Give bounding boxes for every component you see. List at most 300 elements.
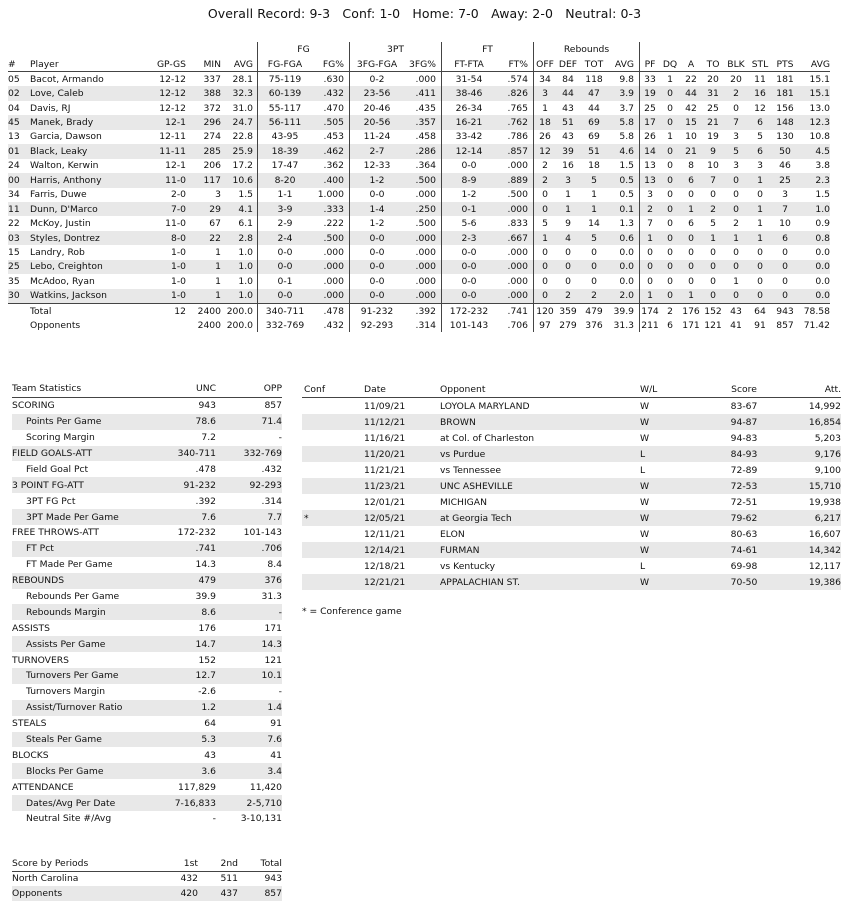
cell-ft-pct: .765 — [507, 102, 528, 114]
player-row — [8, 86, 830, 100]
cell-assists: 10 — [685, 131, 697, 143]
cell-tot-reb: 69 — [580, 115, 608, 129]
header-min: MIN — [186, 57, 221, 72]
team-stat-row — [12, 779, 282, 795]
cell-assists: 0 — [680, 231, 702, 245]
cell-jersey: 35 — [8, 275, 20, 287]
header-pts-avg: AVG — [798, 57, 830, 72]
game-conf — [302, 398, 364, 415]
team-stat-opp: .432 — [261, 463, 282, 475]
game-conf — [302, 574, 364, 590]
cell-ft-pct: .833 — [507, 218, 528, 230]
cell-pf: 3 — [640, 188, 661, 202]
header-jersey: # — [8, 57, 30, 72]
cell-blocks: 0 — [724, 289, 748, 304]
team-stat-label: STEALS — [12, 718, 47, 730]
cell-3fg-fga: 0-0 — [350, 260, 405, 274]
team-stat-label: SCORING — [12, 400, 55, 412]
cell-blocks: 20 — [730, 73, 742, 85]
cell-blocks: 3 — [733, 131, 739, 143]
game-attendance: 9,100 — [814, 464, 841, 476]
cell-steals: 0 — [748, 289, 772, 304]
cell-points: 46 — [779, 160, 791, 172]
cell-off-reb: 12 — [534, 144, 557, 158]
cell-pf: 0 — [640, 245, 661, 259]
total-turnovers: 121 — [704, 319, 722, 331]
team-stat-opp: 10.1 — [216, 668, 282, 684]
game-opponent: at Georgia Tech — [440, 510, 640, 526]
cell-player: Harris, Anthony — [30, 173, 146, 187]
team-stat-row — [12, 620, 282, 636]
game-opponent: FURMAN — [440, 542, 640, 558]
cell-min: 1 — [186, 289, 221, 304]
period-row — [12, 871, 282, 886]
cell-def-reb: 16 — [562, 160, 574, 172]
cell-def-reb: 9 — [565, 218, 571, 230]
cell-min-avg: 1.0 — [238, 275, 253, 287]
game-result: L — [640, 560, 646, 572]
cell-steals: 1 — [757, 218, 763, 230]
cell-points: 6 — [772, 231, 798, 245]
cell-reb-avg: 5.8 — [619, 131, 634, 143]
cell-turnovers: 31 — [702, 86, 724, 100]
cell-turnovers: 9 — [702, 144, 724, 158]
team-stat-unc: 3.6 — [148, 763, 216, 779]
game-date: 12/18/21 — [364, 560, 406, 572]
cell-points: 181 — [772, 86, 798, 100]
team-stat-opp: 121 — [264, 654, 282, 666]
game-row — [302, 494, 841, 510]
cell-turnovers: 21 — [702, 115, 724, 129]
team-stat-row — [12, 397, 282, 413]
cell-fg-pct: .470 — [323, 102, 344, 114]
game-attendance: 14,992 — [808, 400, 841, 412]
cell-pts-avg: 3.8 — [815, 160, 830, 172]
game-opponent: vs Tennessee — [440, 464, 502, 476]
team-stat-unc: 479 — [148, 573, 216, 589]
game-score: 74-61 — [684, 542, 804, 558]
player-row — [8, 159, 830, 173]
cell-steals: 0 — [757, 275, 763, 287]
cell-gp-gs: 12-1 — [146, 115, 186, 129]
record-summary — [0, 6, 849, 21]
cell-min-avg: 28.1 — [232, 73, 253, 85]
team-stat-opp: 11,420 — [249, 781, 282, 793]
away-value: 2-0 — [532, 6, 553, 21]
game-result: W — [640, 510, 684, 526]
cell-dq: 0 — [667, 102, 673, 114]
cell-steals: 0 — [757, 246, 763, 258]
cell-player: Styles, Dontrez — [30, 231, 146, 245]
game-opponent: BROWN — [440, 414, 640, 430]
cell-player: Davis, RJ — [30, 102, 71, 114]
cell-jersey: 45 — [8, 115, 30, 129]
cell-points: 10 — [779, 218, 791, 230]
game-score: 94-83 — [730, 432, 758, 444]
cell-jersey: 22 — [8, 218, 20, 230]
cell-turnovers: 0 — [702, 260, 724, 274]
cell-3fg-fga: 23-56 — [350, 86, 405, 100]
period-team: North Carolina — [12, 873, 79, 885]
cell-dq: 0 — [660, 144, 680, 158]
team-stat-row — [12, 446, 282, 462]
header-assists: A — [680, 57, 702, 72]
total-turnovers: 152 — [702, 304, 724, 319]
total-min: 2400 — [186, 304, 221, 319]
team-stat-unc: 7.2 — [201, 432, 216, 444]
game-row — [302, 510, 841, 526]
cell-blocks: 1 — [724, 231, 748, 245]
cell-min-avg: 6.1 — [238, 218, 253, 230]
team-stat-label: FREE THROWS-ATT — [12, 527, 99, 539]
team-stat-opp: 14.3 — [216, 636, 282, 652]
cell-reb-avg: 4.6 — [608, 144, 640, 158]
home-value: 7-0 — [458, 6, 479, 21]
game-score: 72-51 — [730, 496, 758, 508]
cell-jersey: 05 — [8, 73, 20, 85]
game-conf — [302, 542, 364, 558]
cell-min-avg: 17.2 — [232, 160, 253, 172]
cell-blocks: 7 — [724, 115, 748, 129]
cell-player: Walton, Kerwin — [30, 160, 99, 172]
team-stat-unc: 91-232 — [148, 477, 216, 493]
game-score: 84-93 — [684, 446, 804, 462]
cell-assists: 0 — [680, 260, 702, 274]
game-attendance: 15,710 — [804, 478, 841, 494]
cell-off-reb: 3 — [534, 86, 557, 100]
team-stat-unc: .478 — [195, 463, 216, 475]
cell-turnovers: 1 — [702, 231, 724, 245]
cell-pts-avg: 0.0 — [815, 246, 830, 258]
cell-3fg-pct: .000 — [404, 231, 442, 245]
team-stat-label: 3PT Made Per Game — [12, 509, 148, 525]
cell-dq: 1 — [667, 131, 673, 143]
header-fg-pct: FG% — [312, 57, 350, 72]
cell-ft-fta: 0-1 — [442, 202, 497, 216]
team-stat-row — [12, 668, 282, 684]
cell-min: 285 — [186, 144, 221, 158]
game-date: 12/14/21 — [364, 542, 440, 558]
periods-total-header: Total — [238, 856, 282, 871]
cell-off-reb: 34 — [534, 72, 557, 87]
cell-pf: 33 — [640, 72, 661, 87]
cell-jersey: 02 — [8, 86, 30, 100]
cell-jersey: 03 — [8, 231, 30, 245]
cell-min-avg: 32.3 — [221, 86, 258, 100]
game-date: 12/01/21 — [364, 496, 406, 508]
cell-blocks: 1 — [733, 275, 739, 287]
team-stat-opp: .314 — [261, 495, 282, 507]
cell-min: 337 — [203, 73, 221, 85]
cell-player: Manek, Brady — [30, 115, 146, 129]
cell-pf: 0 — [640, 274, 661, 288]
cell-min-avg: 1.5 — [238, 189, 253, 201]
game-row — [302, 462, 841, 478]
cell-gp-gs: 11-11 — [146, 144, 186, 158]
cell-3fg-fga: 11-24 — [350, 130, 405, 144]
cell-ft-pct: .574 — [507, 73, 528, 85]
cell-assists: 0 — [688, 275, 694, 287]
team-stat-opp: - — [278, 432, 282, 444]
player-row — [8, 289, 830, 304]
team-stat-unc: 12.7 — [148, 668, 216, 684]
header-pf: PF — [640, 57, 661, 72]
cell-off-reb: 0 — [534, 289, 557, 304]
cell-off-reb: 0 — [534, 202, 557, 216]
cell-min-avg: 24.7 — [221, 115, 258, 129]
cell-def-reb: 2 — [556, 289, 580, 304]
cell-points: 130 — [776, 131, 794, 143]
team-stat-opp: 376 — [216, 573, 282, 589]
cell-min: 274 — [203, 131, 221, 143]
game-attendance: 6,217 — [804, 510, 841, 526]
cell-reb-avg: 2.0 — [608, 289, 640, 304]
cell-3fg-pct: .000 — [415, 73, 436, 85]
cell-3fg-pct: .500 — [415, 218, 436, 230]
cell-def-reb: 43 — [562, 102, 574, 114]
cell-tot-reb: 5 — [580, 231, 608, 245]
cell-blocks: 5 — [724, 144, 748, 158]
periods-title: Score by Periods — [12, 856, 158, 871]
cell-fg-fga: 3-9 — [258, 202, 313, 216]
game-row — [302, 414, 841, 430]
total-tot-reb: 479 — [580, 304, 608, 319]
game-row — [302, 446, 841, 462]
team-stat-row — [12, 636, 282, 652]
team-stat-label: Scoring Margin — [26, 432, 95, 444]
cell-pts-avg: 13.0 — [809, 102, 830, 114]
cell-pts-avg: 12.3 — [798, 115, 830, 129]
cell-points: 50 — [772, 144, 798, 158]
header-fg-fga: FG-FGA — [258, 57, 313, 72]
cell-gp-gs: 12-12 — [159, 102, 186, 114]
cell-blocks: 0 — [724, 173, 748, 187]
game-opponent: ELON — [440, 528, 465, 540]
team-stats-header — [12, 381, 282, 397]
team-stat-unc: 78.6 — [148, 414, 216, 430]
three-group-header: 3PT — [350, 42, 442, 57]
team-stat-opp: 31.3 — [261, 591, 282, 603]
cell-player: Lebo, Creighton — [30, 260, 146, 274]
cell-pts-avg: 2.3 — [798, 173, 830, 187]
cell-3fg-fga: 20-46 — [350, 101, 405, 115]
cell-fg-fga: 0-0 — [258, 260, 313, 274]
total-pts-avg: 71.42 — [803, 319, 830, 331]
total-jersey — [8, 318, 30, 332]
cell-ft-fta: 0-0 — [442, 289, 497, 304]
header-turnovers: TO — [702, 57, 724, 72]
game-result: W — [640, 496, 650, 508]
cell-fg-fga: 0-0 — [258, 245, 313, 259]
game-score: 70-50 — [684, 574, 804, 590]
cell-reb-avg: 5.8 — [608, 115, 640, 129]
away-label: Away: — [491, 6, 529, 21]
cell-dq: 0 — [667, 189, 673, 201]
schedule-table — [302, 381, 841, 590]
cell-points: 0 — [782, 275, 788, 287]
cell-ft-pct: .667 — [496, 231, 534, 245]
cell-gp-gs: 1-0 — [170, 246, 186, 258]
cell-tot-reb: 1 — [580, 202, 608, 216]
cell-3fg-fga: 0-0 — [350, 245, 405, 259]
total-blocks: 41 — [730, 319, 742, 331]
team-stat-unc: 14.3 — [195, 559, 216, 571]
total-pts-avg: 78.58 — [798, 304, 830, 319]
cell-assists: 1 — [680, 289, 702, 304]
cell-pts-avg: 0.0 — [815, 275, 830, 287]
team-stat-unc: -2.6 — [198, 686, 216, 698]
player-row — [8, 101, 830, 115]
team-stat-row — [12, 811, 282, 827]
game-date: 11/16/21 — [364, 432, 406, 444]
cell-points: 0 — [782, 246, 788, 258]
reb-group-header: Rebounds — [534, 42, 640, 57]
cell-min: 1 — [215, 246, 221, 258]
cell-turnovers: 19 — [707, 131, 719, 143]
game-attendance: 16,607 — [808, 528, 841, 540]
cell-tot-reb: 18 — [588, 160, 600, 172]
cell-jersey: 24 — [8, 160, 20, 172]
cell-pf: 7 — [640, 216, 661, 230]
cell-dq: 0 — [667, 246, 673, 258]
cell-gp-gs: 8-0 — [146, 231, 186, 245]
game-conf — [302, 526, 364, 542]
cell-3fg-pct: .357 — [404, 115, 442, 129]
player-stats-table — [8, 42, 830, 332]
cell-fg-fga: 43-95 — [258, 130, 313, 144]
total-fg-fga: 332-769 — [258, 318, 313, 332]
game-conf — [302, 414, 364, 430]
game-date: 12/21/21 — [364, 574, 440, 590]
team-stat-opp: 71.4 — [216, 414, 282, 430]
cell-blocks: 2 — [724, 86, 748, 100]
schedule-conf-header: Conf — [302, 381, 364, 398]
total-3fg-pct: .314 — [415, 319, 436, 331]
team-stat-label: Points Per Game — [12, 414, 148, 430]
team-stats-opp-header: OPP — [216, 381, 282, 397]
cell-reb-avg: 0.0 — [619, 275, 634, 287]
cell-reb-avg: 9.8 — [619, 73, 634, 85]
cell-tot-reb: 0 — [580, 260, 608, 274]
cell-3fg-fga: 0-0 — [350, 188, 405, 202]
team-stat-unc: 64 — [204, 718, 216, 730]
cell-pf: 13 — [640, 159, 661, 173]
cell-pts-avg: 4.5 — [798, 144, 830, 158]
schedule-opponent-header: Opponent — [440, 381, 640, 398]
cell-assists: 6 — [680, 173, 702, 187]
game-row — [302, 526, 841, 542]
player-row — [8, 144, 830, 158]
cell-dq: 0 — [667, 275, 673, 287]
total-off-reb: 120 — [534, 304, 557, 319]
period-first-half: 432 — [180, 873, 198, 885]
schedule-attendance-header: Att. — [804, 381, 841, 398]
cell-points: 3 — [782, 189, 788, 201]
team-stat-row — [12, 461, 282, 477]
cell-ft-pct: .000 — [507, 160, 528, 172]
team-stat-label: BLOCKS — [12, 749, 49, 761]
cell-dq: 1 — [667, 73, 673, 85]
schedule-header — [302, 381, 841, 398]
cell-turnovers: 0 — [710, 275, 716, 287]
cell-min-avg: 22.8 — [232, 131, 253, 143]
total-3fg-pct: .392 — [404, 304, 442, 319]
team-stat-opp: 2-5,710 — [216, 795, 282, 811]
schedule-body — [302, 398, 841, 591]
team-stat-row — [12, 604, 282, 620]
cell-dq: 0 — [660, 202, 680, 216]
team-stat-opp: .706 — [216, 541, 282, 557]
cell-min: 3 — [215, 189, 221, 201]
cell-player: Dunn, D'Marco — [30, 202, 146, 216]
team-stat-opp: 7.6 — [216, 732, 282, 748]
cell-def-reb: 39 — [556, 144, 580, 158]
team-stat-label: Dates/Avg Per Date — [12, 795, 148, 811]
game-date: 11/21/21 — [364, 464, 406, 476]
cell-def-reb: 44 — [556, 86, 580, 100]
team-stat-row — [12, 414, 282, 430]
cell-min-avg: 1.0 — [221, 260, 258, 274]
game-row — [302, 478, 841, 494]
game-date: 12/05/21 — [364, 510, 440, 526]
game-score: 69-98 — [730, 560, 758, 572]
game-conf — [302, 462, 364, 478]
player-row — [8, 115, 830, 129]
game-conf — [302, 478, 364, 494]
cell-pf: 1 — [640, 289, 661, 304]
cell-fg-fga: 8-20 — [258, 173, 313, 187]
game-attendance: 16,854 — [804, 414, 841, 430]
fg-group-header: FG — [258, 42, 350, 57]
team-stat-label: Turnovers Margin — [26, 686, 106, 698]
cell-assists: 6 — [688, 218, 694, 230]
cell-tot-reb: 14 — [588, 218, 600, 230]
cell-points: 0 — [772, 260, 798, 274]
game-conf — [302, 446, 364, 462]
cell-pts-avg: 0.9 — [815, 218, 830, 230]
conf-value: 1-0 — [379, 6, 401, 21]
header-3fg-pct: 3FG% — [404, 57, 442, 72]
cell-min-avg: 1.0 — [238, 246, 253, 258]
period-second-half: 437 — [198, 886, 238, 901]
cell-ft-pct: .000 — [496, 260, 534, 274]
team-stat-row — [12, 573, 282, 589]
cell-dq: 0 — [660, 260, 680, 274]
cell-dq: 0 — [660, 289, 680, 304]
team-stat-opp: 3.4 — [216, 763, 282, 779]
game-attendance: 5,203 — [814, 432, 841, 444]
game-date: 11/23/21 — [364, 478, 440, 494]
game-result: W — [640, 432, 650, 444]
team-stat-opp: - — [216, 604, 282, 620]
team-stat-label: FT Made Per Game — [26, 559, 113, 571]
cell-tot-reb: 5 — [580, 173, 608, 187]
period-total: 857 — [238, 886, 282, 901]
game-attendance: 9,176 — [804, 446, 841, 462]
team-stat-row — [12, 732, 282, 748]
cell-3fg-pct: .000 — [404, 260, 442, 274]
cell-3fg-pct: .435 — [415, 102, 436, 114]
game-date: 11/20/21 — [364, 446, 440, 462]
periods-1st-header: 1st — [158, 856, 198, 871]
team-stat-opp: 857 — [264, 400, 282, 412]
cell-def-reb: 4 — [556, 231, 580, 245]
cell-points: 7 — [772, 202, 798, 216]
game-row — [302, 430, 841, 446]
total-player: Opponents — [30, 319, 81, 331]
game-attendance: 19,386 — [804, 574, 841, 590]
cell-reb-avg: 0.6 — [608, 231, 640, 245]
